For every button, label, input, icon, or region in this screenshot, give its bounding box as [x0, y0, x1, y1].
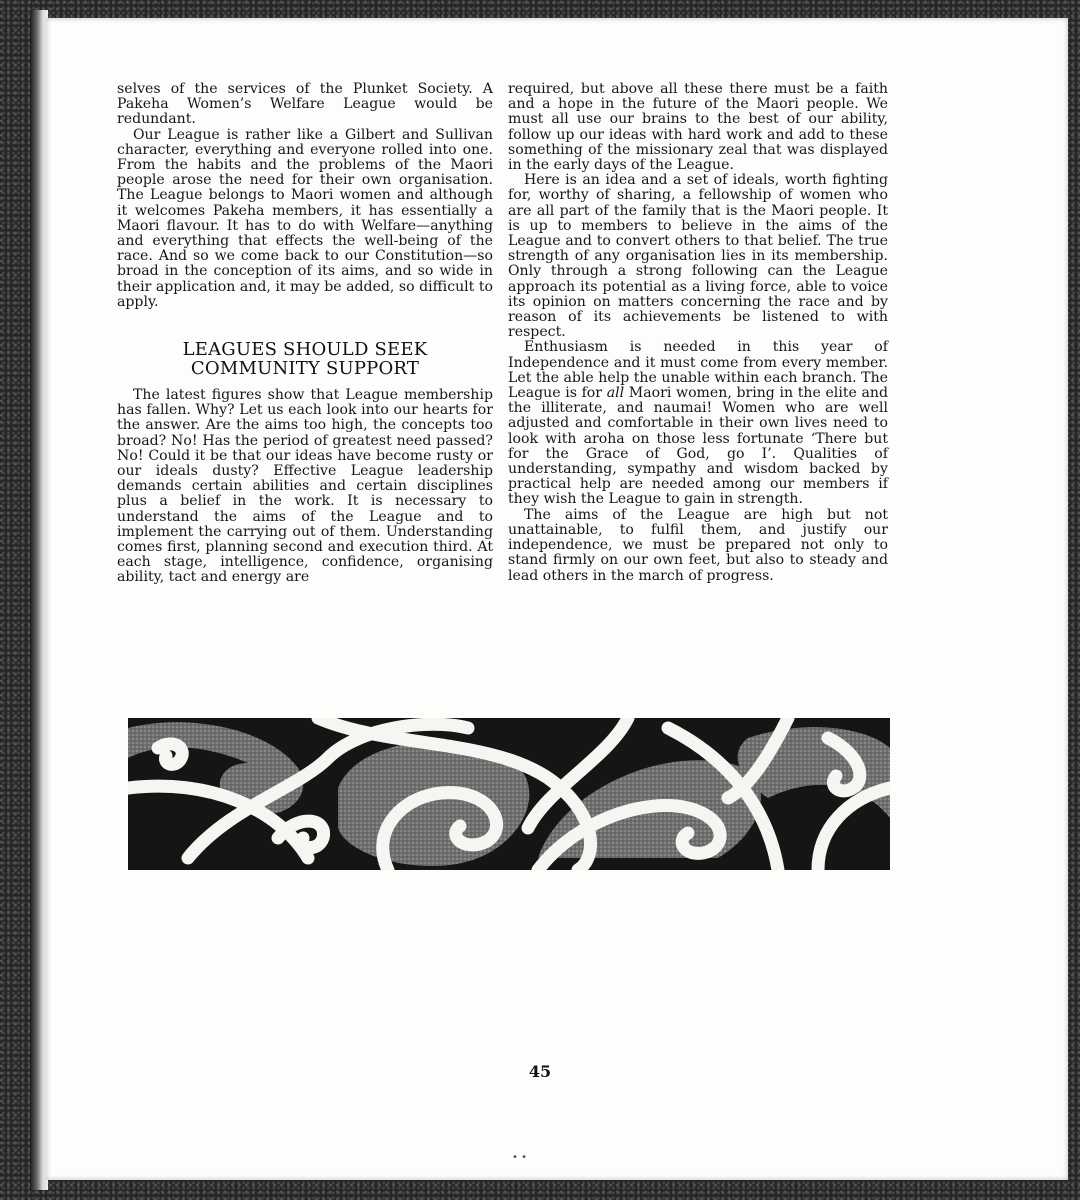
page-number: 45	[528, 1062, 552, 1081]
heading-line: LEAGUES SHOULD SEEK	[182, 339, 428, 361]
paragraph: The latest figures show that League membership has fallen. Why? Let us each look into our hearts for the answer. Are the aims too high, the concepts too broad? No! Has the period of greatest need passed? No! Could it be that our ideas have become rusty or our ideals dusty? Effective League leadership demands certain abilities and certain disciplines plus a belief in the work. It is necessary to understand the aims of the League and to implement the carrying out of them. Understanding comes first, planning second and execution third. At each stage, intelligence, confidence, organising ability, tact and energy are	[117, 387, 493, 586]
paragraph: The aims of the League are high but not unattainable, to fulfil them, and justify our independence, we must be prepared not only to stand firmly on our own feet, but also to steady and lead others in the march of progress.	[508, 506, 888, 584]
paragraph	[508, 340, 888, 507]
paragraph: Here is an idea and a set of ideals, worth fighting for, worthy of sharing, a fellowship of women who are all part of the family that is the Maori people. It is up to members to believe in the aims of the League and to convert others to that belief. The true strength of any organisation lies in its membership. Only through a strong following can the League approach its potential as a living force, able to voice its opinion on matters concerning the race and by reason of its achievements be listened to with respect.	[508, 172, 888, 341]
text-run: Maori women, bring in the elite and the illiterate, and naumai! Women who are well adjusted and comfortable in their own lives need to look with aroha on those less fortunate ‘There but for the Grace of God, go I’. Qualities of understanding, sympathy and wisdom backed by practical help are needed among our members if they wish the League to gain in strength.	[508, 385, 888, 508]
right-column	[508, 82, 888, 584]
section-heading	[117, 340, 493, 378]
emphasis-text: all	[606, 385, 625, 402]
section-gap	[117, 310, 493, 340]
left-column	[117, 82, 493, 586]
paragraph: Our League is rather like a Gilbert and Sullivan character, everything and everyone rolled into one. From the habits and the problems of the Maori people arose the need for their own organisation. The League belongs to Maori women and although it welcomes Pakeha members, it has essentially a Maori flavour. It has to do with Welfare—anything and everything that effects the well-being of the race. And so we come back to our Constitution—so broad in the conception of its aims, and so wide in their application and, it may be added, so difficult to apply.	[117, 126, 493, 310]
paragraph: selves of the services of the Plunket Society. A Pakeha Women’s Welfare League would be redundant.	[117, 81, 493, 128]
paragraph: required, but above all these there must be a faith and a hope in the future of the Maori people. We must all use our brains to the best of our ability, follow up our ideas with hard work and add to these something of the missionary zeal that was displayed in the early days of the League.	[508, 81, 888, 174]
kowhaiwhai-pattern-icon	[128, 718, 890, 870]
footer-dots: • •	[512, 1152, 527, 1163]
heading-line: COMMUNITY SUPPORT	[190, 358, 420, 380]
text-run: Enthusiasm is needed in this year of Independence and it must come from every member. Let the able help the unable within each branch. The League is for	[508, 339, 888, 402]
